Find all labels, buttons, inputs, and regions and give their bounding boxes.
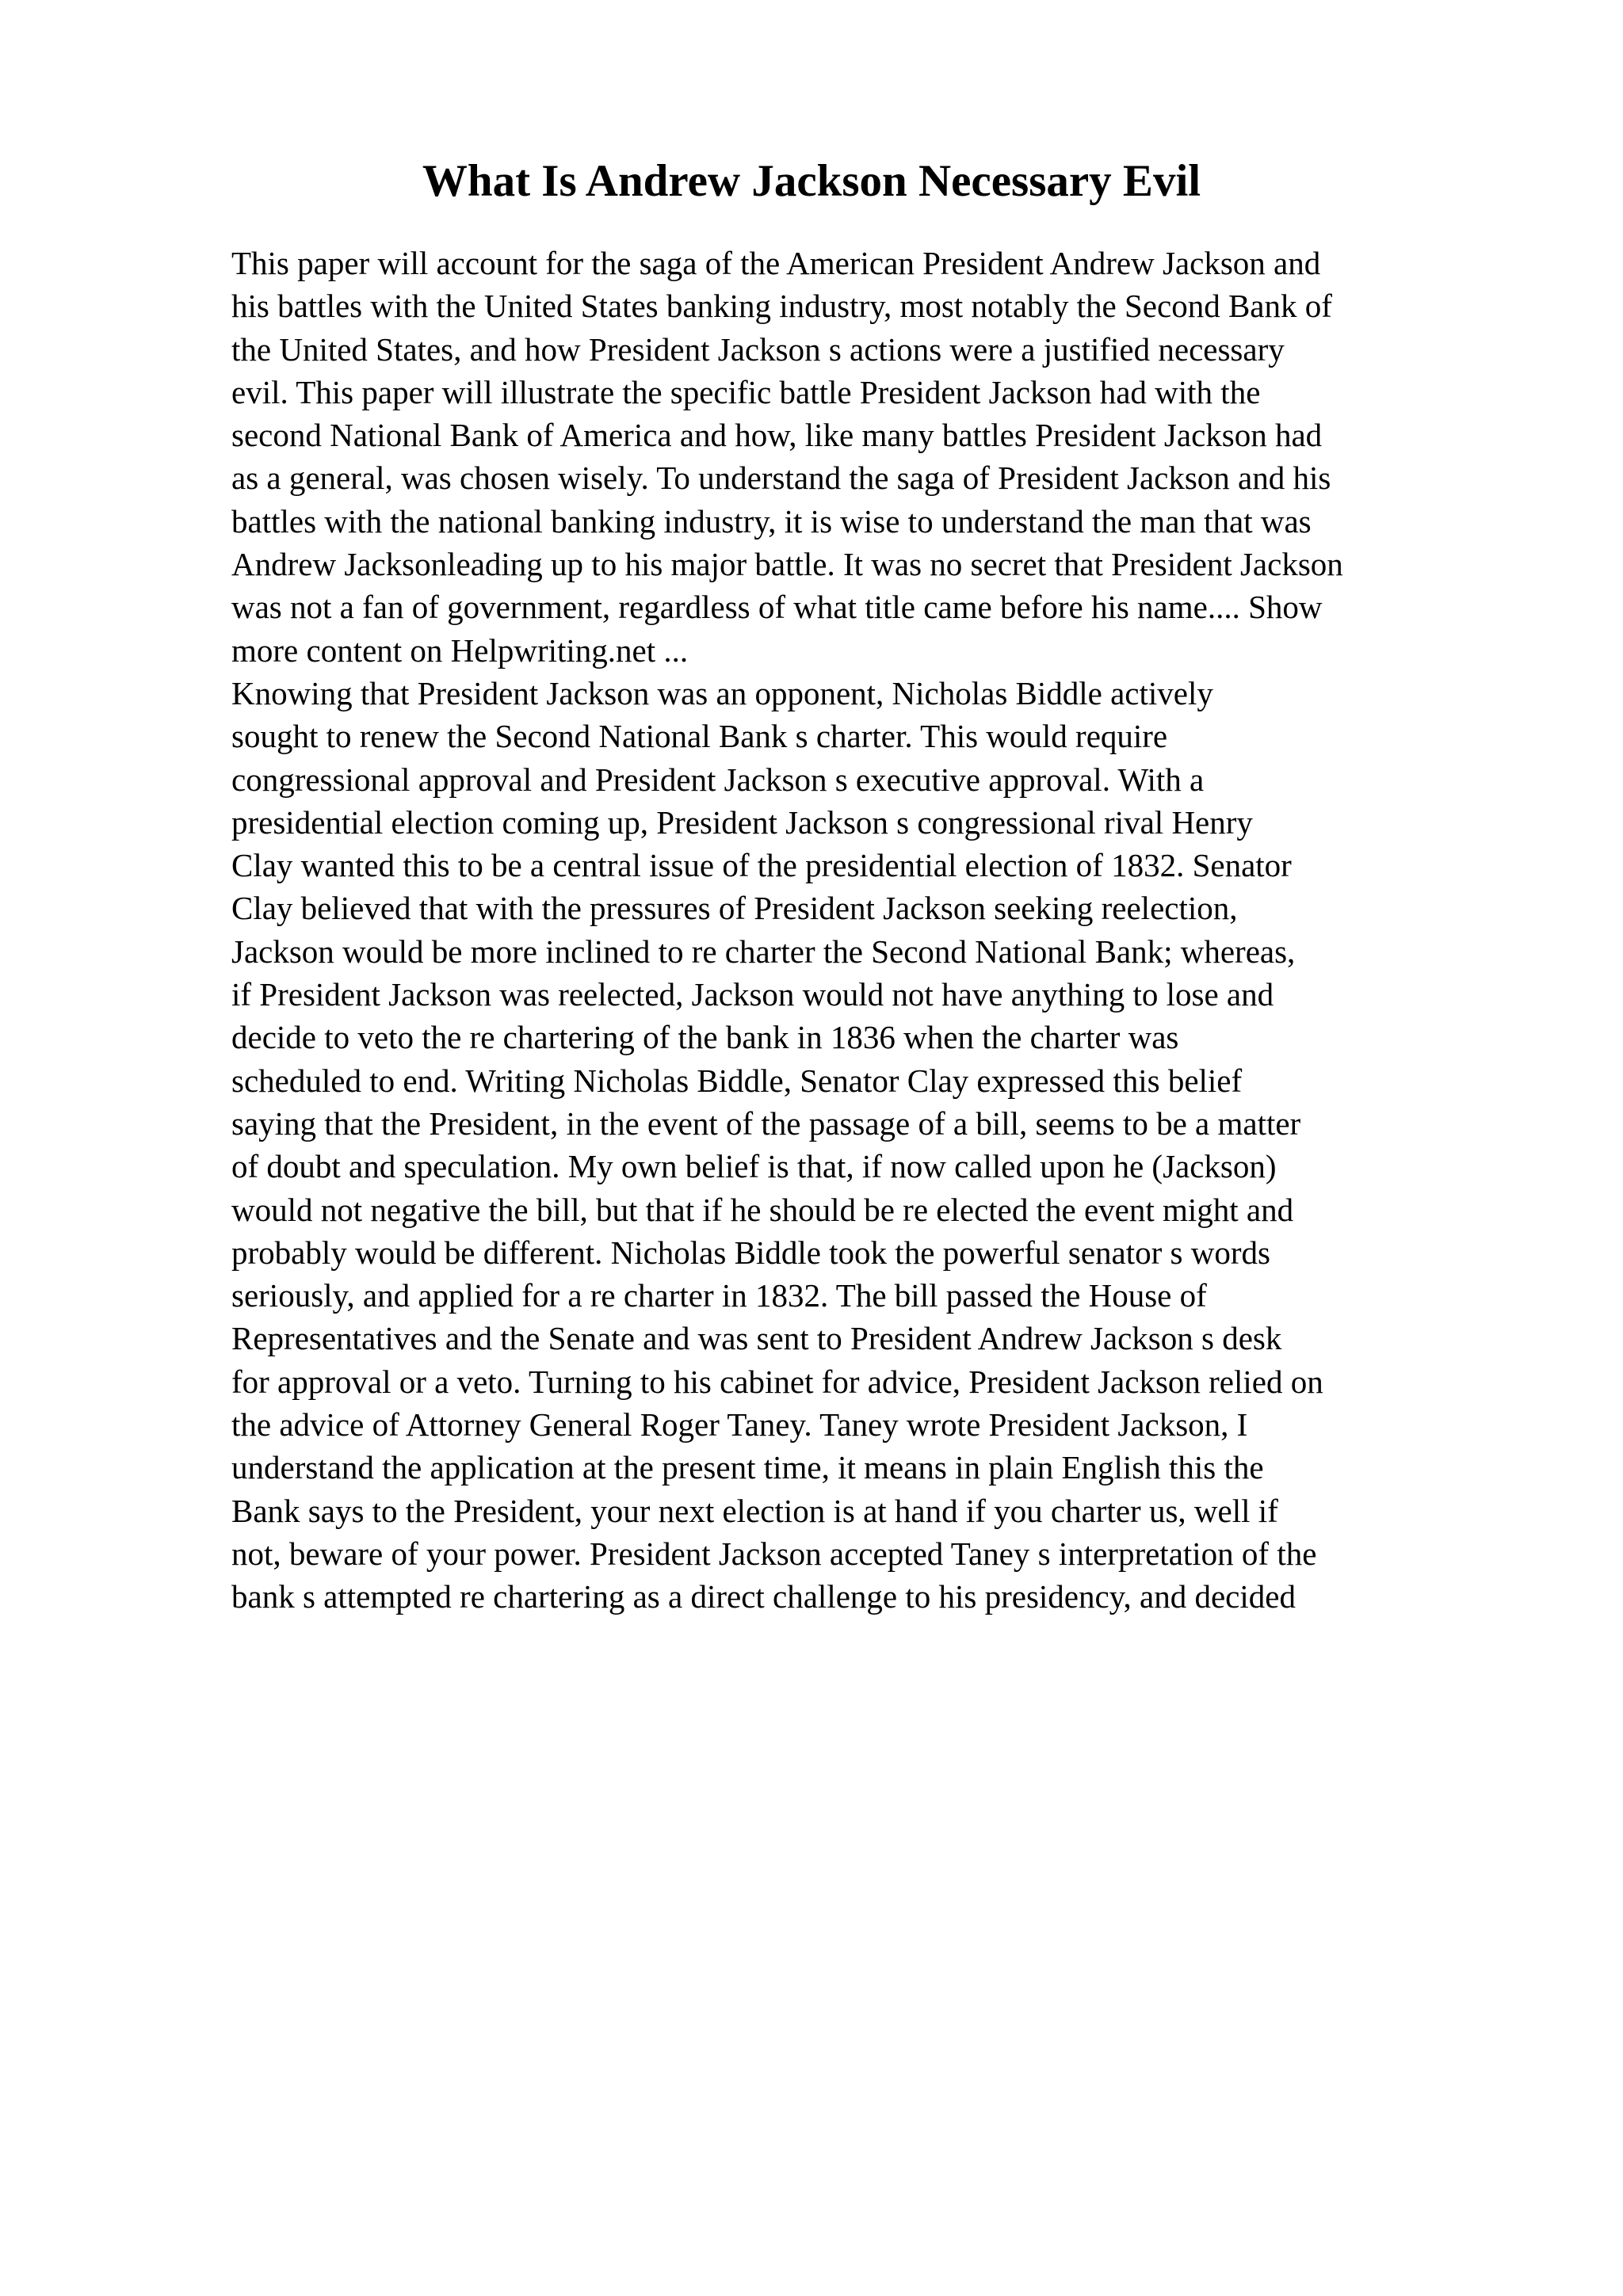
text-line: saying that the President, in the event of the passage of a bill, seems to be a matter bbox=[231, 1104, 1301, 1142]
text-line: Bank says to the President, your next election is at hand if you charter us, well if bbox=[231, 1492, 1278, 1529]
text-line: as a general, was chosen wisely. To understand the saga of President Jackson and his bbox=[231, 460, 1331, 497]
paragraph-2 bbox=[231, 672, 1515, 1619]
text-line: the advice of Attorney General Roger Taney. Taney wrote President Jackson, I bbox=[231, 1406, 1248, 1444]
document-body bbox=[231, 242, 1515, 1619]
text-line: of doubt and speculation. My own belief is that, if now called upon he (Jackson) bbox=[231, 1148, 1277, 1185]
text-line: seriously, and applied for a re charter in 1832. The bill passed the House of bbox=[231, 1277, 1207, 1314]
text-line: more content on Helpwriting.net ... bbox=[231, 631, 689, 669]
text-line: Andrew Jacksonleading up to his major battle. It was no secret that President Jackson bbox=[231, 546, 1343, 583]
text-line: Representatives and the Senate and was sent to President Andrew Jackson s desk bbox=[231, 1320, 1282, 1357]
text-line: Jackson would be more inclined to re charter the Second National Bank; whereas, bbox=[231, 933, 1296, 970]
paragraph-1 bbox=[231, 242, 1515, 672]
text-line: battles with the national banking industry, it is wise to understand the man that was bbox=[231, 502, 1312, 540]
text-line: presidential election coming up, President Jackson s congressional rival Henry bbox=[231, 803, 1253, 841]
text-line: Clay believed that with the pressures of President Jackson seeking reelection, bbox=[231, 890, 1238, 927]
text-line: decide to veto the re chartering of the bank in 1836 when the charter was bbox=[231, 1019, 1179, 1056]
text-line: not, beware of your power. President Jackson accepted Taney s interpretation of the bbox=[231, 1535, 1317, 1572]
text-line: Knowing that President Jackson was an opponent, Nicholas Biddle actively bbox=[231, 674, 1213, 711]
text-line: the United States, and how President Jackson s actions were a justified necessary bbox=[231, 330, 1285, 368]
text-line: if President Jackson was reelected, Jackson would not have anything to lose and bbox=[231, 976, 1274, 1013]
text-line: bank s attempted re chartering as a direct challenge to his presidency, and decided bbox=[231, 1578, 1296, 1615]
text-line: This paper will account for the saga of the American President Andrew Jackson and bbox=[231, 245, 1321, 281]
document-title: What Is Andrew Jackson Necessary Evil bbox=[422, 156, 1201, 206]
text-line: would not negative the bill, but that if he should be re elected the event might and bbox=[231, 1191, 1294, 1228]
text-line: was not a fan of government, regardless of what title came before his name.... Show bbox=[231, 589, 1323, 626]
text-line: Clay wanted this to be a central issue of the presidential election of 1832. Senator bbox=[231, 847, 1292, 884]
text-line: scheduled to end. Writing Nicholas Biddle, Senator Clay expressed this belief bbox=[231, 1062, 1243, 1099]
text-line: his battles with the United States banking industry, most notably the Second Bank of bbox=[231, 288, 1332, 325]
text-line: evil. This paper will illustrate the specific battle President Jackson had with the bbox=[231, 373, 1261, 410]
text-line: understand the application at the present time, it means in plain English this the bbox=[231, 1449, 1264, 1486]
text-line: congressional approval and President Jackson s executive approval. With a bbox=[231, 761, 1205, 798]
text-line: sought to renew the Second National Bank s charter. This would require bbox=[231, 718, 1168, 755]
text-line: for approval or a veto. Turning to his cabinet for advice, President Jackson relied on bbox=[231, 1363, 1323, 1400]
text-line: probably would be different. Nicholas Biddle took the powerful senator s words bbox=[231, 1234, 1270, 1271]
text-line: second National Bank of America and how, like many battles President Jackson had bbox=[231, 417, 1323, 454]
